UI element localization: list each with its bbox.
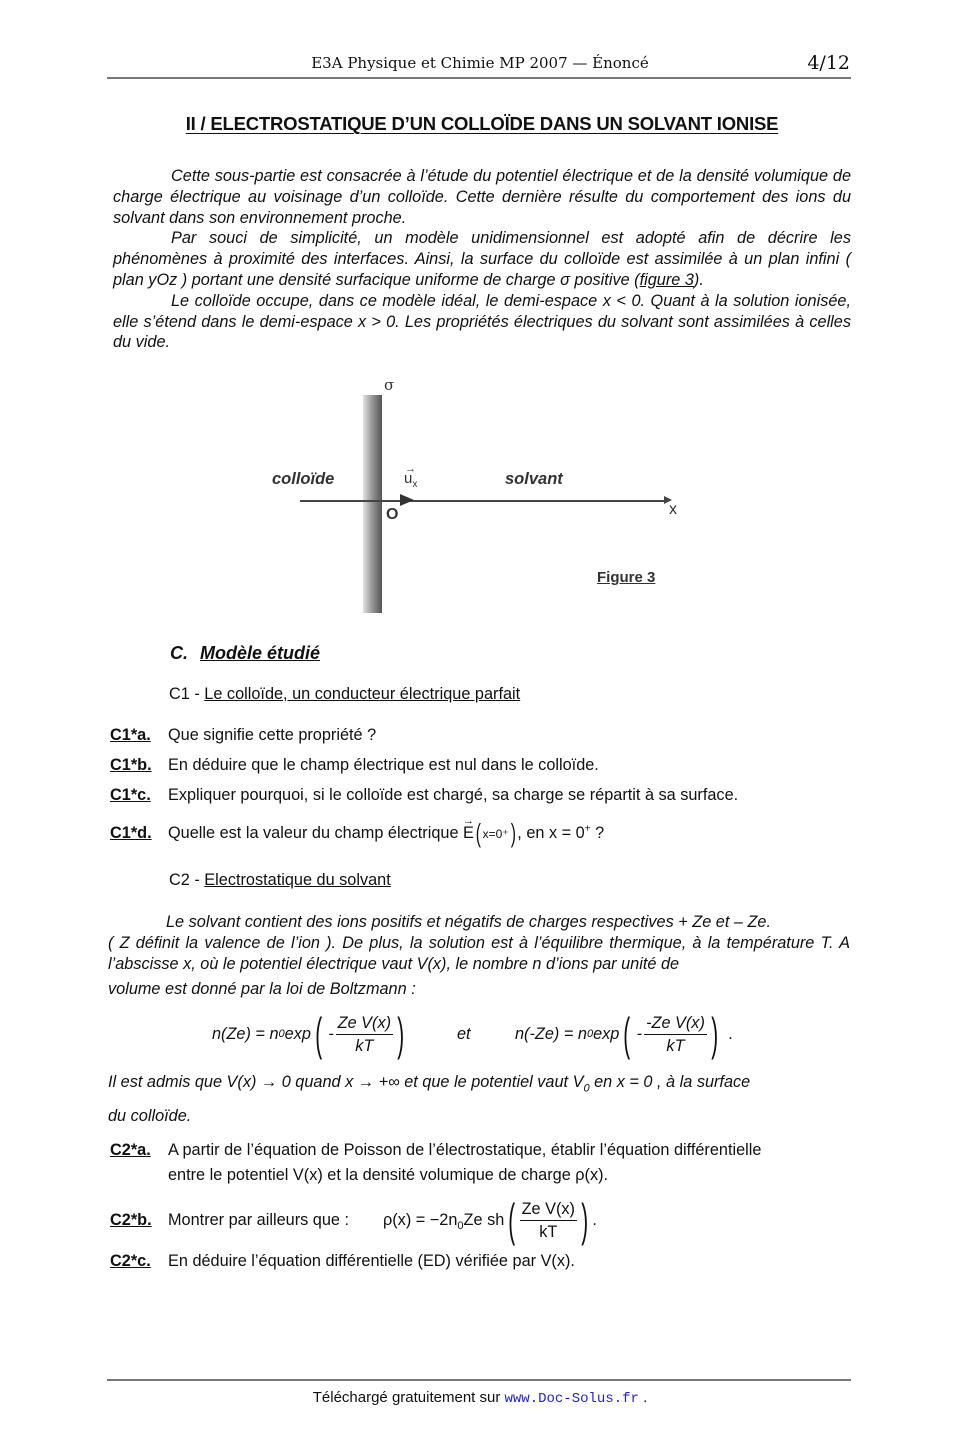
V0-subscript: 0	[583, 1082, 590, 1095]
question-text: Montrer par ailleurs que :	[168, 1210, 349, 1229]
question-number: C2*c.	[110, 1252, 151, 1270]
equation-positive-ion	[212, 1006, 408, 1062]
minus-sign: -	[328, 1024, 334, 1043]
unit-vector-arrow-icon	[400, 494, 414, 506]
field-E-symbol: → E	[463, 815, 475, 842]
x-axis-line	[300, 500, 667, 502]
left-paren: (	[623, 1008, 631, 1060]
footer-text: Téléchargé gratuitement sur	[312, 1389, 505, 1406]
footer	[0, 1389, 960, 1407]
question-number: C2*a.	[110, 1141, 151, 1159]
question-c2c	[110, 1252, 860, 1271]
c2-prefix: C2 -	[169, 871, 205, 889]
admis-text-3: du colloïde.	[108, 1107, 192, 1126]
footer-rule	[107, 1379, 851, 1381]
unit-vector-label	[404, 463, 418, 490]
right-paren: )	[510, 818, 516, 848]
question-c2a	[110, 1138, 860, 1188]
page-number: 4/12	[807, 52, 850, 74]
intro-paragraph-2	[113, 228, 851, 290]
c2-paragraph-line-2: ( Z définit la valence de l’ion ). De plus, la solution est à l’équilibre thermique, à la température T. A l’abscisse x, où le potentiel électrique vaut V(x), le nombre n d’ions par unité de	[108, 933, 850, 973]
c2-paragraph-line-3: volume est donné par la loi de Boltzmann :	[108, 980, 416, 999]
left-paren: (	[475, 818, 481, 848]
fraction	[644, 1012, 707, 1057]
figure-caption: Figure 3	[597, 569, 656, 586]
denominator: kT	[666, 1036, 685, 1055]
x-axis-label: x	[669, 501, 677, 518]
numerator: Ze V(x)	[520, 1198, 577, 1221]
intro-paragraph-1: Cette sous-partie est consacrée à l’étude du potentiel électrique et de la densité volumique de charge électrique au voisinage d’un colloïde. Cette dernière résulte du comportement des ions du solvant dans son environnement proche.	[113, 167, 851, 227]
c2-heading	[169, 871, 391, 890]
header-rule	[107, 77, 851, 79]
c1-heading	[169, 685, 520, 704]
c1-title: Le colloïde, un conducteur électrique parfait	[204, 685, 521, 703]
exp-function: exp	[284, 1024, 311, 1043]
exp-function: exp	[593, 1024, 620, 1043]
intro-p2-text: Par souci de simplicité, un modèle unidimensionnel est adopté afin de décrire les phénomènes à proximité des interfaces. Ainsi, la surface du colloïde est assimilée à un plan infini ( plan yOz ) portant une densité surfacique uniforme de charge σ positive (	[113, 229, 851, 289]
question-text: En déduire que le champ électrique est nul dans le colloïde.	[168, 756, 599, 774]
question-c1a	[110, 726, 860, 745]
intro-text	[113, 166, 851, 353]
question-c1b	[110, 756, 860, 775]
origin-label: O	[386, 506, 399, 523]
eq-lhs-1: n(Ze) = n	[212, 1024, 279, 1043]
section-title: II / ELECTROSTATIQUE D’UN COLLOÏDE DANS UN SOLVANT IONISE	[185, 113, 779, 134]
question-number: C1*d.	[110, 824, 152, 842]
question-mark: ?	[590, 824, 605, 842]
numerator: -Ze V(x)	[644, 1012, 707, 1035]
boltzmann-equation	[212, 1006, 772, 1062]
question-text-after: , en x = 0	[517, 824, 585, 842]
colloid-surface-plane	[363, 395, 382, 613]
question-number: C1*a.	[110, 726, 151, 744]
denominator: kT	[355, 1036, 374, 1055]
sigma-label: σ	[384, 376, 395, 394]
vector-arrow-icon: →	[405, 463, 416, 475]
sh-function: Ze sh	[463, 1210, 505, 1229]
question-text-line-2: entre le potentiel V(x) et la densité volumique de charge ρ(x).	[168, 1166, 609, 1184]
question-text: Expliquer pourquoi, si le colloïde est chargé, sa charge se répartit à sa surface.	[168, 786, 739, 804]
left-paren: (	[315, 1008, 323, 1060]
equation-negative-ion	[515, 1006, 733, 1062]
period: .	[728, 1024, 733, 1043]
c1-prefix: C1 -	[169, 685, 205, 703]
c2-intro-text	[108, 912, 850, 1000]
field-argument: x=0⁺	[482, 827, 509, 841]
question-c1d	[110, 815, 860, 849]
denominator: kT	[539, 1222, 558, 1241]
eq-lhs-2: n(-Ze) = n	[515, 1024, 587, 1043]
question-text: Que signifie cette propriété ?	[168, 726, 377, 744]
part-c-title: Modèle étudié	[200, 643, 321, 663]
part-c-letter: C.	[170, 643, 188, 663]
c2-paragraph-line-1: Le solvant contient des ions positifs et négatifs de charges respectives + Ze et – Ze.	[166, 913, 772, 931]
fraction	[336, 1012, 393, 1057]
period: .	[592, 1210, 597, 1229]
intro-p2-end: ).	[693, 270, 704, 289]
right-paren: )	[581, 1194, 589, 1246]
doc-solus-link[interactable]: www.Doc-Solus.fr	[504, 1391, 639, 1407]
admis-text-1: Il est admis que V(x) → 0 quand x → +∞ et que le potentiel vaut V	[108, 1073, 584, 1091]
n0-subscript: 0	[457, 1220, 464, 1232]
numerator: Ze V(x)	[336, 1012, 393, 1035]
question-number: C1*c.	[110, 786, 151, 804]
figure-3-diagram	[260, 370, 700, 620]
figure-3-reference: figure 3	[639, 270, 694, 289]
intro-paragraph-3: Le colloïde occupe, dans ce modèle idéal, le demi-espace x < 0. Quant à la solution ionisée, elle s’étend dans le demi-espace x > 0. Les propriétés électriques du solvant sont assimilées à celles du vide.	[113, 291, 851, 352]
right-paren: )	[711, 1008, 718, 1060]
fraction	[520, 1198, 577, 1243]
left-paren: (	[508, 1194, 516, 1246]
colloid-label: colloïde	[272, 470, 335, 488]
question-number: C1*b.	[110, 756, 152, 774]
superscript-plus: +	[584, 823, 591, 835]
admis-text-2: en x = 0 , à la surface	[589, 1073, 751, 1091]
rho-equation-lhs: ρ(x) = −2n	[383, 1210, 458, 1229]
n0-subscript: 0	[586, 1028, 594, 1040]
minus-sign: -	[636, 1024, 643, 1043]
part-c-heading	[170, 643, 320, 664]
boundary-conditions-text	[108, 1068, 858, 1130]
ux-base: u	[404, 470, 413, 487]
equation-et: et	[457, 1024, 471, 1043]
question-text: En déduire l’équation différentielle (ED) vérifiée par V(x).	[168, 1252, 575, 1270]
right-paren: )	[397, 1008, 405, 1060]
question-text: A partir de l’équation de Poisson de l’électrostatique, établir l’équation différentielle	[168, 1141, 762, 1159]
question-number: C2*b.	[110, 1210, 152, 1229]
question-text: Quelle est la valeur du champ électrique	[168, 824, 464, 842]
footer-end: .	[638, 1389, 648, 1406]
c2-title: Electrostatique du solvant	[204, 871, 391, 889]
running-header-title: E3A Physique et Chimie MP 2007 — Énoncé	[311, 54, 649, 72]
question-c2b	[110, 1194, 860, 1246]
solvent-label: solvant	[505, 470, 563, 488]
question-c1c	[110, 786, 860, 805]
E-letter: E	[463, 824, 474, 842]
ux-subscript: x	[412, 479, 418, 490]
n0-subscript: 0	[278, 1028, 285, 1040]
